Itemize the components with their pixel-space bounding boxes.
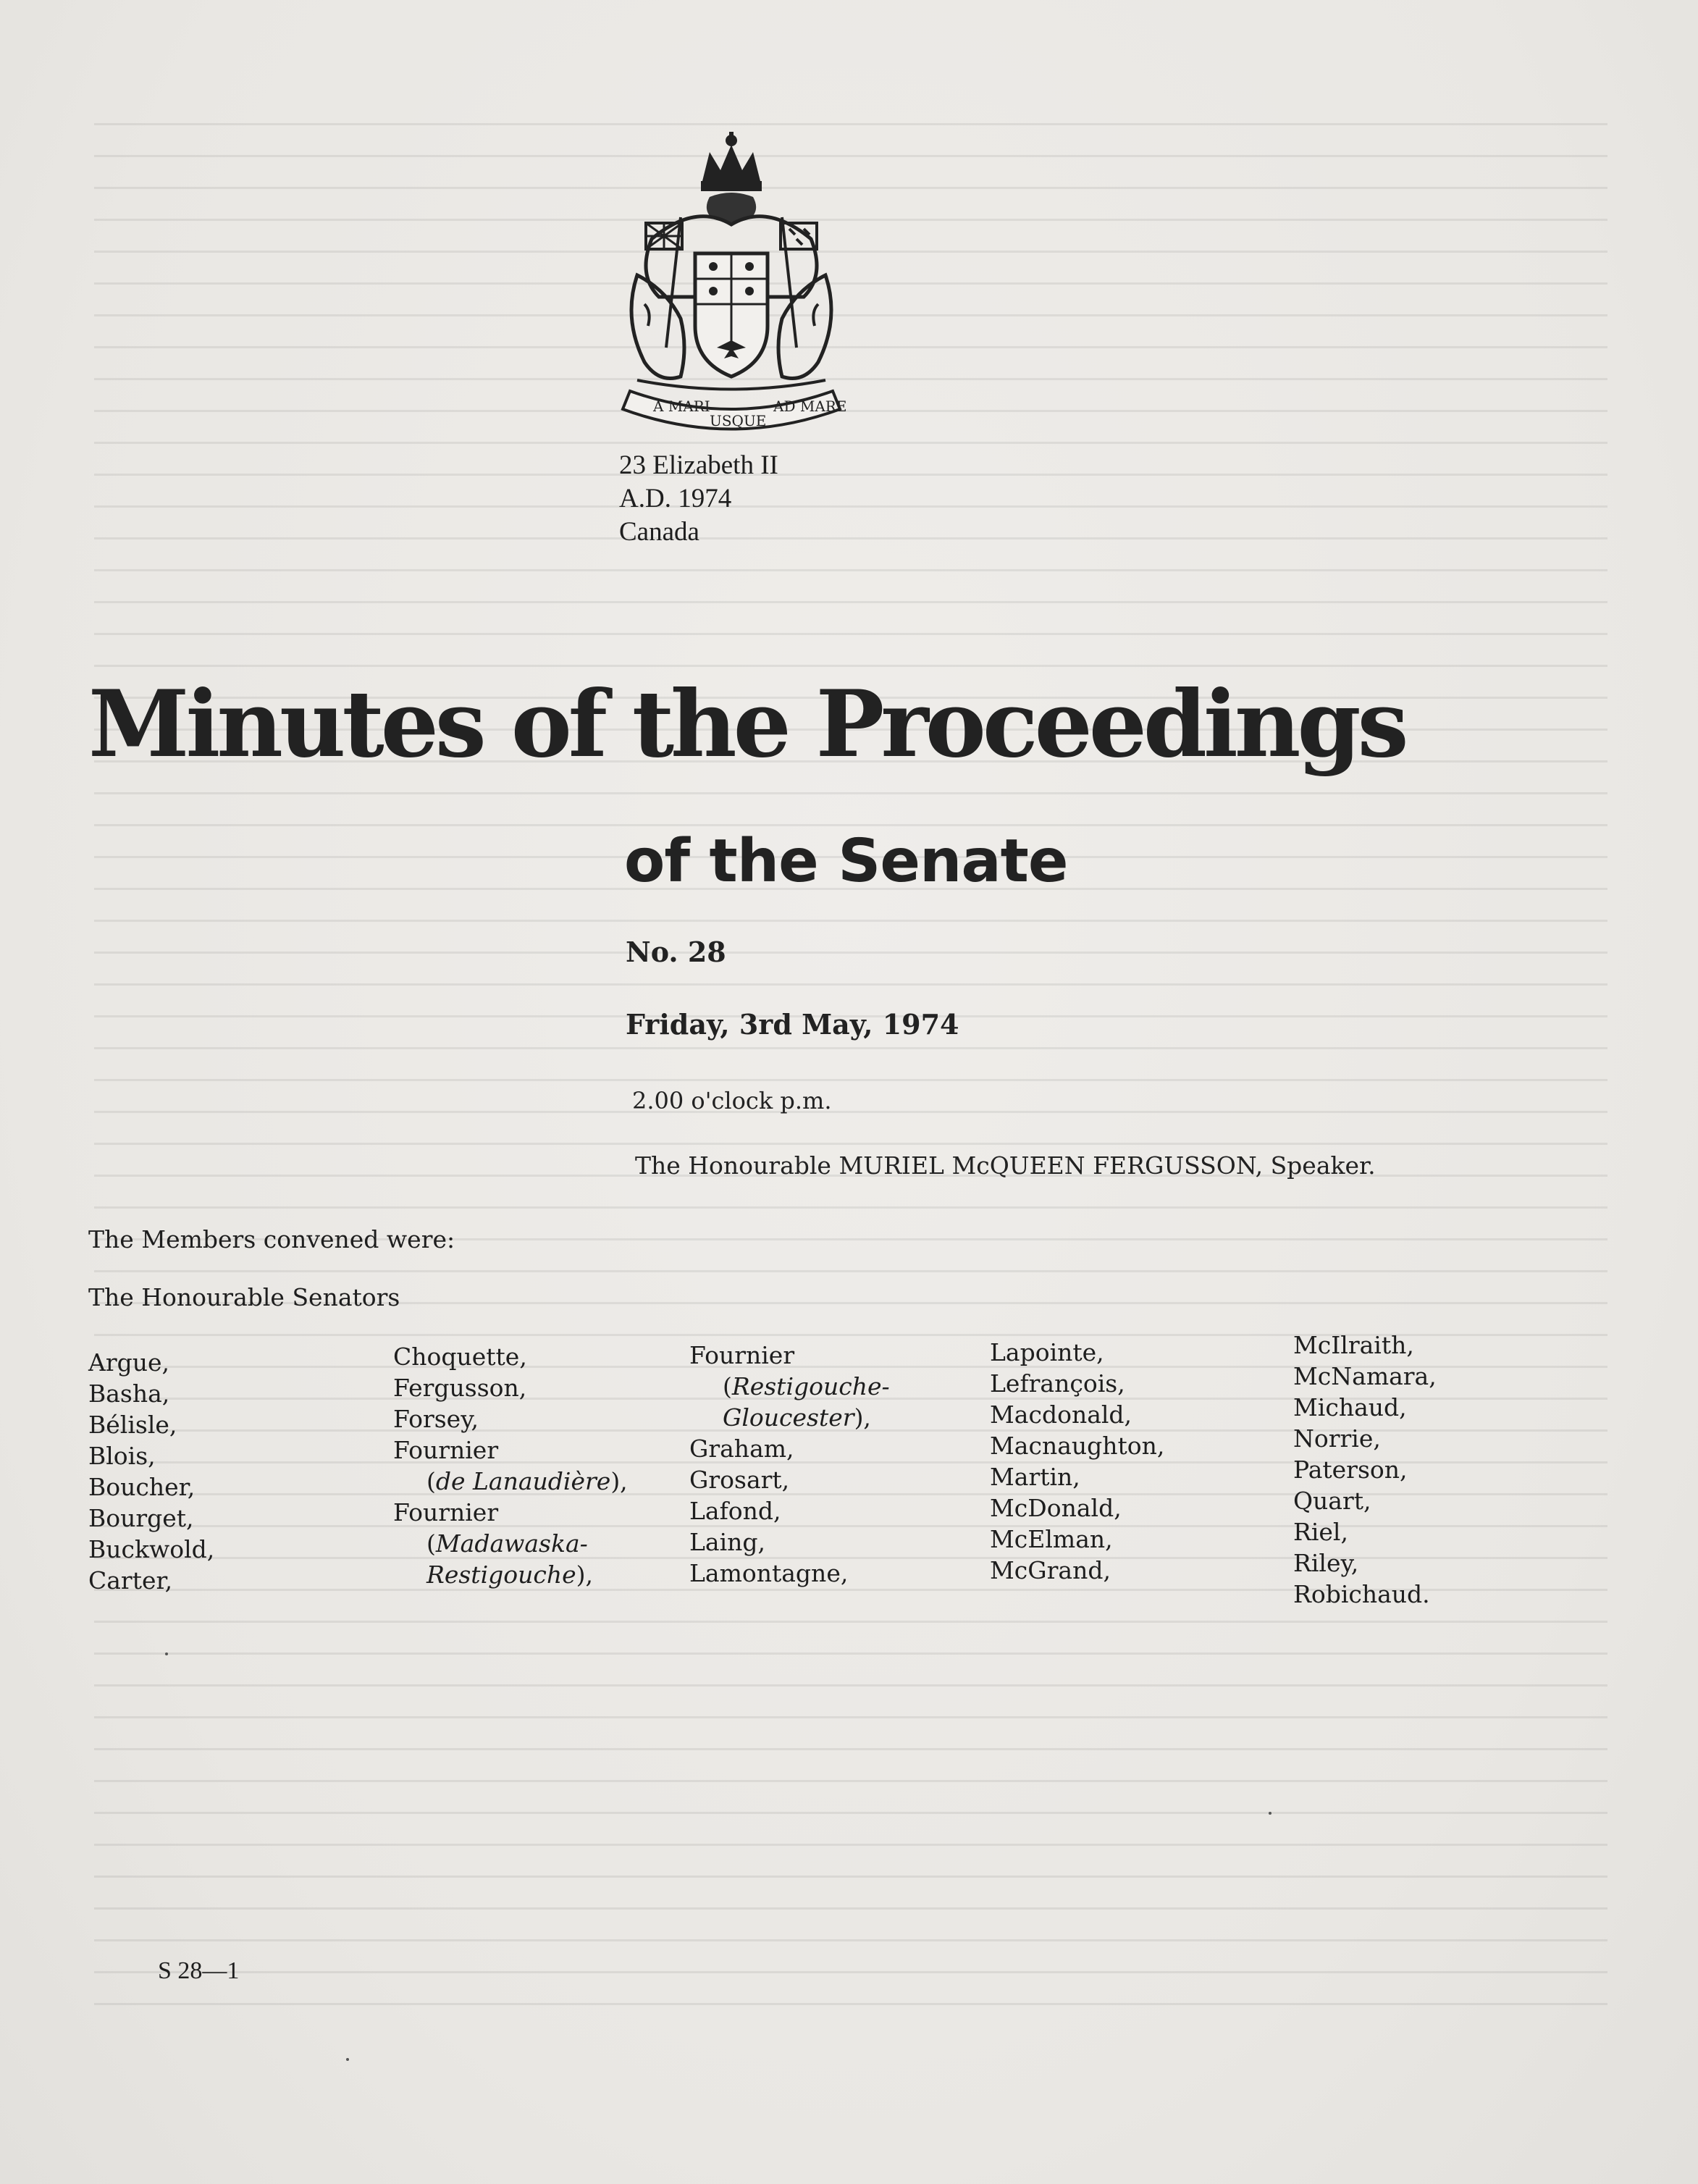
senator-name: Carter, — [88, 1566, 173, 1595]
senator-name: Lapointe, — [990, 1338, 1104, 1366]
sitting-time: 2.00 o'clock p.m. — [632, 1087, 832, 1114]
country-line: Canada — [619, 517, 699, 547]
senator-name: Martin, — [990, 1463, 1080, 1491]
year-line: A.D. 1974 — [619, 484, 732, 513]
paper-speck — [1269, 1812, 1272, 1815]
senator-name: Buckwold, — [88, 1535, 215, 1563]
senator-name: Norrie, — [1293, 1424, 1381, 1453]
senator-name: McDonald, — [990, 1494, 1122, 1522]
senator-name: Blois, — [88, 1442, 156, 1470]
sitting-date: Friday, 3rd May, 1974 — [626, 1008, 959, 1041]
document-title: Minutes of the Proceedings — [88, 671, 1405, 778]
regnal-line: 23 Elizabeth II — [619, 450, 778, 480]
senator-name: Lafond, — [689, 1497, 781, 1525]
speaker-line — [635, 1150, 1376, 1182]
senator-name: Paterson, — [1293, 1456, 1408, 1484]
senator-division: Restigouche), — [426, 1561, 594, 1589]
division-name: Madawaska- — [435, 1529, 588, 1558]
division-name: de Lanaudière — [435, 1467, 611, 1495]
division-name: Gloucester — [723, 1403, 854, 1432]
division-name: Restigouche- — [731, 1372, 890, 1400]
senator-division: (Restigouche- — [723, 1372, 890, 1400]
senator-name: Laing, — [689, 1528, 766, 1556]
senator-name: Quart, — [1293, 1487, 1371, 1515]
senator-name: Basha, — [88, 1379, 170, 1408]
senator-name: Graham, — [689, 1435, 794, 1463]
canada-coat-of-arms-icon — [608, 130, 854, 434]
senator-name: Riel, — [1293, 1518, 1348, 1546]
document-subtitle: of the Senate — [624, 827, 1068, 896]
senator-name: Lefrançois, — [990, 1369, 1125, 1398]
speaker-name: MURIEL McQUEEN FERGUSSON, Speaker. — [839, 1151, 1376, 1180]
senator-name: Lamontagne, — [689, 1559, 849, 1587]
senator-division: (Madawaska- — [426, 1529, 588, 1558]
senator-name: Michaud, — [1293, 1393, 1407, 1421]
senator-name: Macnaughton, — [990, 1432, 1165, 1460]
senator-division: (de Lanaudière), — [426, 1467, 628, 1495]
senators-column-2 — [393, 1341, 628, 1590]
senator-name: Boucher, — [88, 1473, 196, 1501]
division-name: Restigouche — [426, 1561, 576, 1589]
senator-name: Forsey, — [393, 1405, 479, 1433]
senators-heading: The Honourable Senators — [88, 1283, 400, 1311]
senator-name: Bélisle, — [88, 1411, 177, 1439]
senator-name: Argue, — [88, 1348, 170, 1377]
senators-column-3 — [689, 1340, 890, 1589]
regnal-year-block — [619, 449, 778, 549]
motto-left: A MARI — [653, 398, 710, 415]
senators-column-4 — [990, 1337, 1164, 1586]
members-convened-label: The Members convened were: — [88, 1225, 455, 1253]
senators-column-5 — [1293, 1330, 1437, 1610]
senator-name: McNamara, — [1293, 1362, 1437, 1390]
senator-name: Grosart, — [689, 1466, 790, 1494]
page-identifier: S 28—1 — [158, 1957, 240, 1984]
senator-name: Robichaud. — [1293, 1580, 1430, 1608]
speaker-prefix: The Honourable — [635, 1151, 831, 1180]
senator-name: McElman, — [990, 1525, 1113, 1553]
senator-name: McGrand, — [990, 1556, 1111, 1584]
senator-name: Fergusson, — [393, 1374, 527, 1402]
senator-name: Fournier — [689, 1341, 795, 1369]
senator-name: Fournier — [393, 1436, 499, 1464]
motto-center: USQUE — [710, 412, 767, 429]
senator-name: Bourget, — [88, 1504, 194, 1532]
senator-division: Gloucester), — [723, 1403, 871, 1432]
motto-right: AD MARE — [773, 398, 847, 415]
paper-speck — [165, 1652, 168, 1655]
senator-name: Macdonald, — [990, 1400, 1132, 1429]
paper-speck — [346, 2058, 349, 2061]
senator-name: McIlraith, — [1293, 1331, 1414, 1359]
senator-name: Fournier — [393, 1498, 499, 1526]
senators-column-1 — [88, 1347, 214, 1596]
senator-name: Riley, — [1293, 1549, 1359, 1577]
senator-name: Choquette, — [393, 1343, 527, 1371]
issue-number: No. 28 — [626, 936, 726, 968]
